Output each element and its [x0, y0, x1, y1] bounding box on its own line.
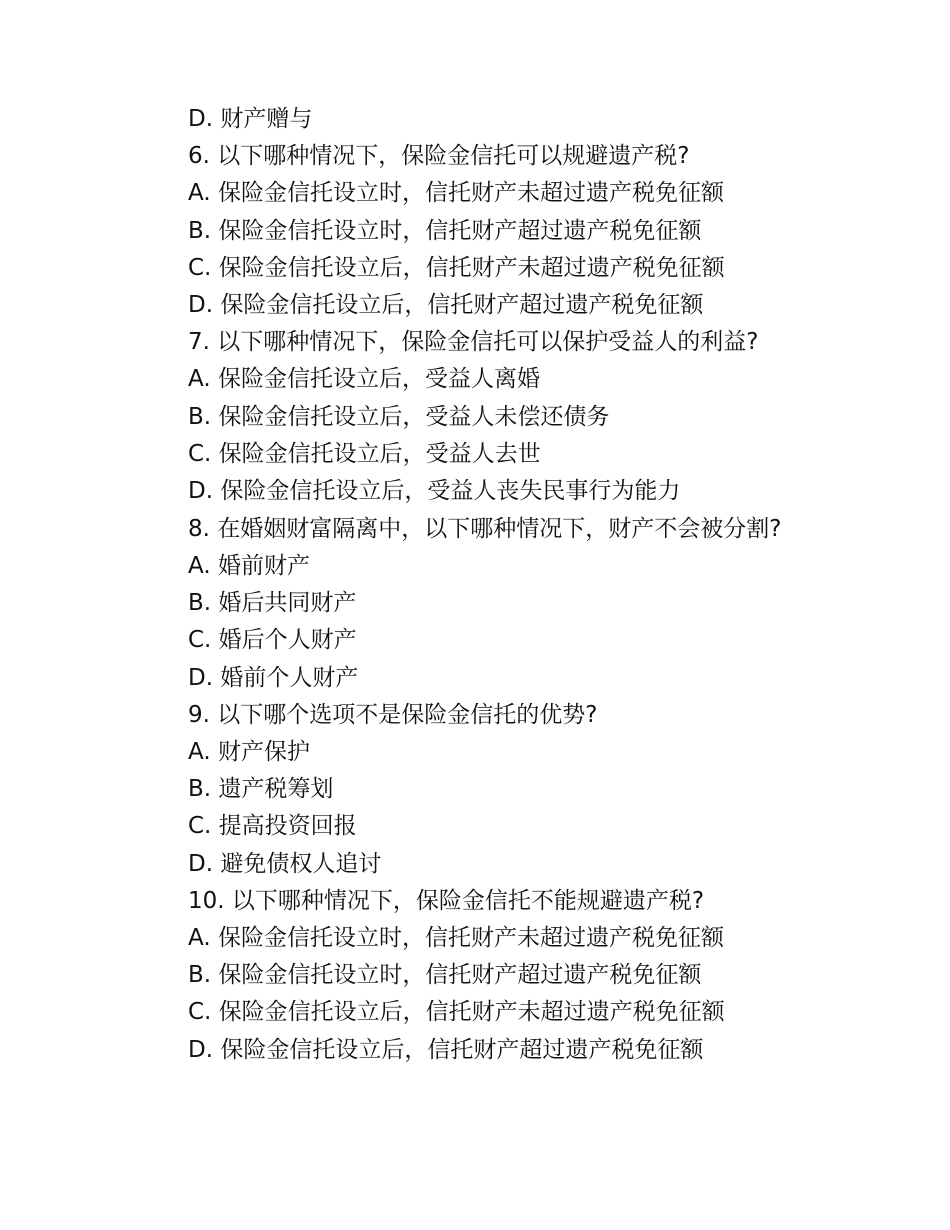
option-6b: B. 保险金信托设立时，信托财产超过遗产税免征额: [188, 217, 702, 244]
option-9b: B. 遗产税筹划: [188, 776, 334, 803]
option-10c: C. 保险金信托设立后，信托财产未超过遗产税免征额: [188, 999, 725, 1026]
option-7b: B. 保险金信托设立后，受益人未偿还债务: [188, 403, 610, 430]
question-9: 9. 以下哪个选项不是保险金信托的优势?: [188, 701, 598, 728]
option-7d: D. 保险金信托设立后，受益人丧失民事行为能力: [188, 477, 681, 504]
question-7: 7. 以下哪种情况下，保险金信托可以保护受益人的利益?: [188, 329, 759, 356]
question-6: 6. 以下哪种情况下，保险金信托可以规避遗产税?: [188, 143, 690, 170]
option-6a: A. 保险金信托设立时，信托财产未超过遗产税免征额: [188, 180, 724, 207]
option-10d: D. 保险金信托设立后，信托财产超过遗产税免征额: [188, 1036, 704, 1063]
option-10a: A. 保险金信托设立时，信托财产未超过遗产税免征额: [188, 924, 724, 951]
option-7a: A. 保险金信托设立后，受益人离婚: [188, 366, 540, 393]
option-5d: D. 财产赠与: [188, 106, 313, 132]
option-8c: C. 婚后个人财产: [188, 627, 357, 654]
question-8: 8. 在婚姻财富隔离中，以下哪种情况下，财产不会被分割?: [188, 516, 782, 543]
option-10b: B. 保险金信托设立时，信托财产超过遗产税免征额: [188, 962, 702, 989]
option-9d: D. 避免债权人追讨: [188, 850, 382, 877]
option-6d: D. 保险金信托设立后，信托财产超过遗产税免征额: [188, 291, 704, 318]
option-7c: C. 保险金信托设立后，受益人去世: [188, 440, 541, 467]
document-content: [141, 101, 801, 1069]
option-8b: B. 婚后共同财产: [188, 590, 357, 617]
option-9c: C. 提高投资回报: [188, 813, 357, 840]
question-10: 10. 以下哪种情况下，保险金信托不能规避遗产税?: [188, 887, 705, 914]
option-6c: C. 保险金信托设立后，信托财产未超过遗产税免征额: [188, 254, 725, 281]
option-8d: D. 婚前个人财产: [188, 664, 359, 691]
option-9a: A. 财产保护: [188, 739, 310, 765]
option-8a: A. 婚前财产: [188, 553, 310, 580]
